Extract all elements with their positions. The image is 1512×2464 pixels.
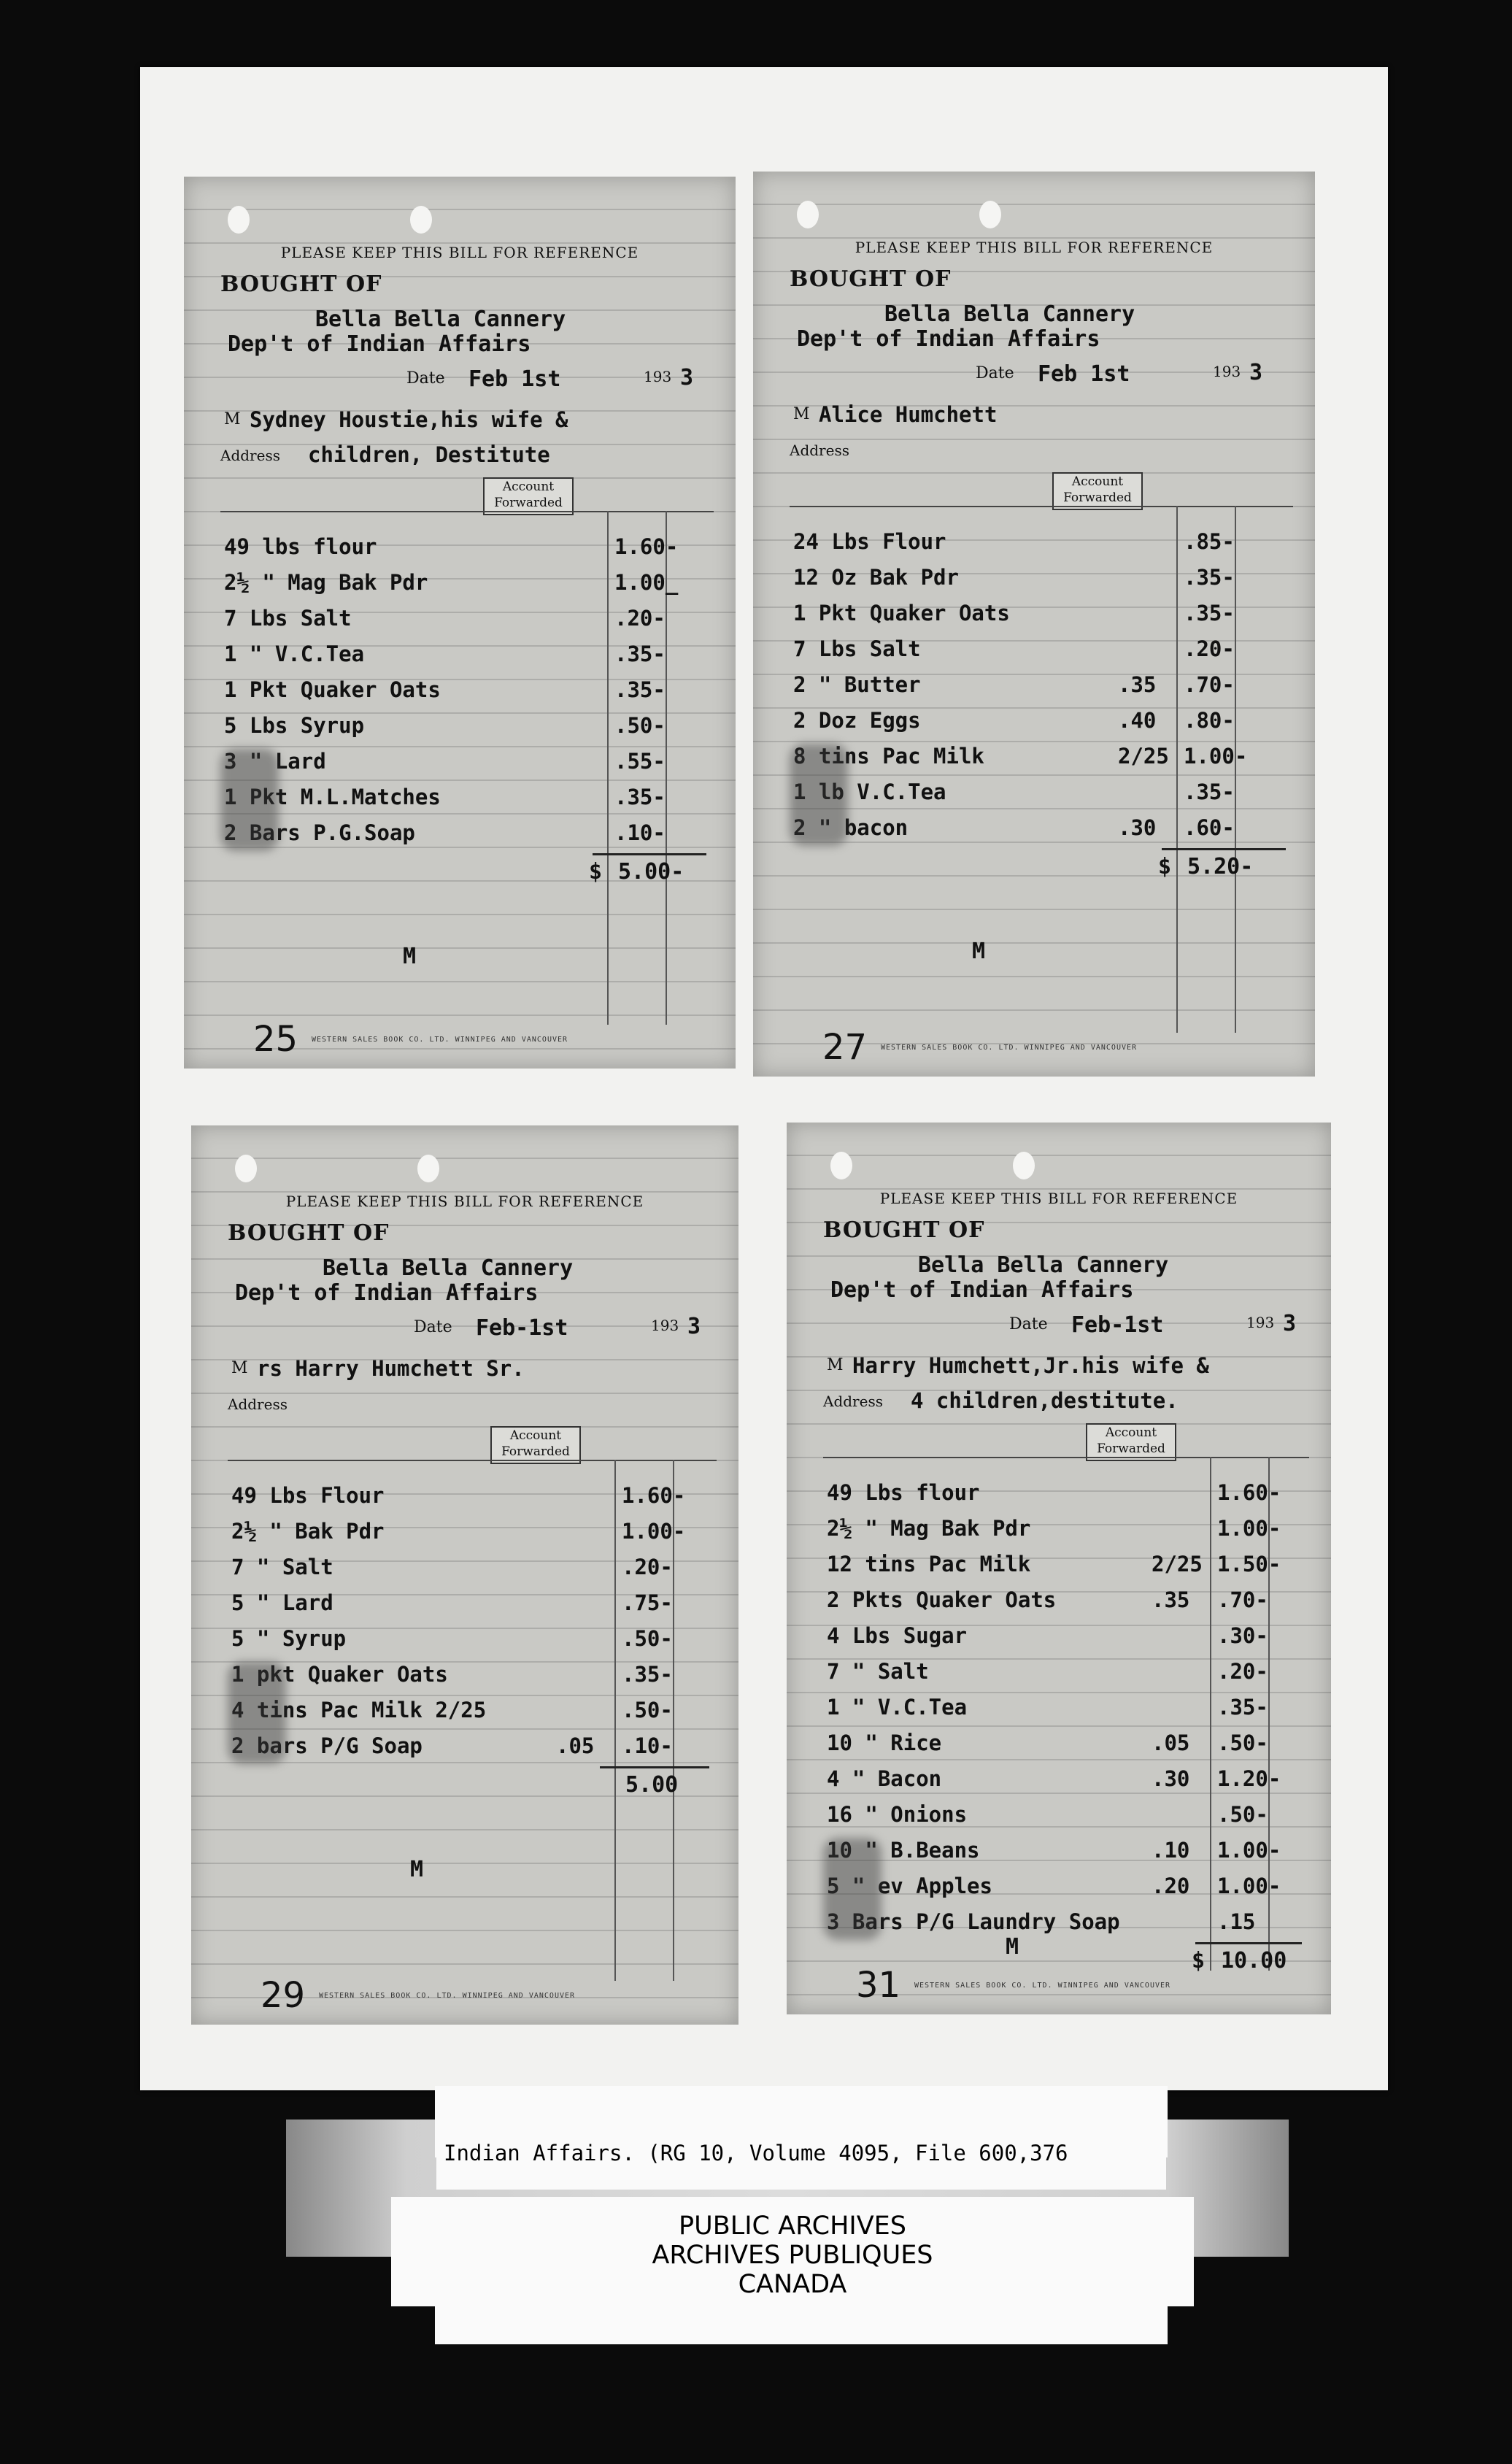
item-amount: .35- (1217, 1695, 1268, 1720)
item-description: 1 Pkt Quaker Oats (793, 601, 1010, 625)
printer-imprint: WESTERN SALES BOOK CO. LTD. WINNIPEG AND VANCOUVER (914, 1982, 1171, 1990)
keep-bill-header: PLEASE KEEP THIS BILL FOR REFERENCE (280, 244, 639, 261)
item-amount: .55- (614, 749, 666, 774)
item-description: 49 Lbs flour (827, 1480, 980, 1505)
address-label: Address (220, 447, 280, 464)
item-description: 2½ " Mag Bak Pdr (224, 570, 428, 595)
item-amount: 1.00- (622, 1519, 686, 1544)
line-item (753, 708, 1315, 744)
total-rule (1162, 848, 1286, 850)
item-amount: .70- (1184, 672, 1235, 697)
customer-label: M (224, 410, 241, 428)
line-item (191, 1590, 738, 1626)
item-amount: .50- (614, 713, 666, 738)
account-forwarded-box: Account Forwarded (1086, 1423, 1176, 1461)
item-amount: .35- (1184, 779, 1235, 804)
archives-line-1: PUBLIC ARCHIVES (679, 2211, 906, 2241)
item-amount: 1.00- (1184, 744, 1248, 769)
m-mark: M (972, 939, 986, 964)
total-currency-symbol: $ (1158, 854, 1172, 879)
item-description: 2 Doz Eggs (793, 708, 921, 733)
item-amount: .15 (1217, 1909, 1256, 1934)
item-unit-price: .30 (1152, 1766, 1190, 1791)
item-description: 1 pkt Quaker Oats (231, 1662, 448, 1687)
address-label: Address (823, 1393, 883, 1410)
total-amount: 10.00 (1221, 1948, 1287, 1974)
receipt-number: 25 (253, 1019, 298, 1060)
bought-of-label: BOUGHT OF (220, 272, 382, 297)
item-amount: 1.00- (1217, 1516, 1281, 1541)
line-item (787, 1659, 1331, 1695)
line-item (787, 1802, 1331, 1838)
item-unit-price: .35 (1118, 672, 1157, 697)
item-amount: .85- (1184, 529, 1235, 554)
item-description: 12 tins Pac Milk (827, 1552, 1031, 1576)
item-amount: 1.20- (1217, 1766, 1281, 1791)
line-item (191, 1519, 738, 1555)
year-digit: 3 (687, 1314, 701, 1339)
punch-hole (797, 201, 819, 228)
line-item (787, 1695, 1331, 1730)
item-amount: .35- (614, 677, 666, 702)
header-rule (823, 1457, 1309, 1458)
printer-imprint: WESTERN SALES BOOK CO. LTD. WINNIPEG AND VANCOUVER (881, 1044, 1138, 1052)
item-description: 2½ " Mag Bak Pdr (827, 1516, 1031, 1541)
line-item (184, 713, 736, 749)
item-description: 24 Lbs Flour (793, 529, 946, 554)
item-description: 2 Bars P.G.Soap (224, 820, 415, 845)
bought-of-label: BOUGHT OF (823, 1217, 985, 1243)
line-item (184, 642, 736, 677)
item-amount: .35- (614, 785, 666, 809)
item-amount: .10- (622, 1733, 673, 1758)
receipt-31 (787, 1123, 1331, 2014)
item-amount: .35- (1184, 601, 1235, 625)
line-item (787, 1730, 1331, 1766)
receipt-number: 29 (261, 1975, 306, 2016)
line-item (184, 534, 736, 570)
item-amount: 1.60- (614, 534, 679, 559)
date-label: Date (406, 369, 445, 388)
item-description: 7 Lbs Salt (224, 606, 352, 631)
customer-name: Alice Humchett (819, 402, 998, 427)
item-description: 2 " bacon (793, 815, 909, 840)
m-mark: M (1006, 1934, 1019, 1960)
item-amount: 1.60- (1217, 1480, 1281, 1505)
total-amount: 5.00- (618, 859, 684, 885)
printer-imprint: WESTERN SALES BOOK CO. LTD. WINNIPEG AND VANCOUVER (312, 1036, 568, 1044)
header-rule (228, 1460, 717, 1461)
date-label: Date (414, 1318, 452, 1336)
item-description: 10 " B.Beans (827, 1838, 980, 1863)
line-item (191, 1626, 738, 1662)
line-item (787, 1516, 1331, 1552)
punch-hole (235, 1155, 257, 1182)
ink-smudge (790, 744, 848, 846)
line-item (787, 1480, 1331, 1516)
customer-label: M (827, 1356, 844, 1374)
item-description: 5 " Lard (231, 1590, 333, 1615)
vendor-name: Bella Bella Cannery (323, 1255, 574, 1281)
customer-name: Sydney Houstie,his wife & (250, 407, 568, 432)
vendor-name: Bella Bella Cannery (884, 301, 1135, 327)
item-amount: .75- (622, 1590, 673, 1615)
line-item (191, 1555, 738, 1590)
year-digit: 3 (1283, 1311, 1297, 1336)
archival-citation: Indian Affairs. (RG 10, Volume 4095, File 600,376 (436, 2117, 1166, 2190)
line-item (787, 1587, 1331, 1623)
item-description: 49 Lbs Flour (231, 1483, 385, 1508)
item-amount: 1.00- (1217, 1838, 1281, 1863)
punch-hole (417, 1155, 439, 1182)
item-amount: .20- (1217, 1659, 1268, 1684)
item-description: 5 Lbs Syrup (224, 713, 365, 738)
item-description: 2 Pkts Quaker Oats (827, 1587, 1057, 1612)
customer-name: Harry Humchett,Jr.his wife & (852, 1353, 1209, 1378)
item-description: 3 Bars P/G Laundry Soap (827, 1909, 1120, 1934)
item-unit-price: .20 (1152, 1874, 1190, 1898)
printer-imprint: WESTERN SALES BOOK CO. LTD. WINNIPEG AND VANCOUVER (319, 1992, 576, 2000)
punch-hole (830, 1152, 852, 1179)
item-description: 2 bars P/G Soap (231, 1733, 423, 1758)
item-description: 1 " V.C.Tea (827, 1695, 968, 1720)
item-description: 1 " V.C.Tea (224, 642, 365, 666)
item-description: 3 " Lard (224, 749, 326, 774)
line-item (753, 672, 1315, 708)
address-label: Address (228, 1395, 288, 1413)
receipt-27 (753, 172, 1315, 1077)
date-label: Date (1009, 1315, 1048, 1333)
item-description: 5 " ev Apples (827, 1874, 992, 1898)
header-rule (790, 506, 1293, 507)
item-description: 4 tins Pac Milk 2/25 (231, 1698, 487, 1722)
line-item (184, 606, 736, 642)
keep-bill-header: PLEASE KEEP THIS BILL FOR REFERENCE (285, 1193, 644, 1210)
item-description: 12 Oz Bak Pdr (793, 565, 959, 590)
keep-bill-header: PLEASE KEEP THIS BILL FOR REFERENCE (879, 1190, 1238, 1207)
date-value: Feb-1st (476, 1315, 568, 1341)
item-amount: .20- (622, 1555, 673, 1579)
customer-name: rs Harry Humchett Sr. (257, 1356, 525, 1381)
item-amount: .50- (622, 1698, 673, 1722)
customer-label: M (793, 405, 810, 423)
year-label: 193 (1213, 363, 1241, 380)
date-value: Feb 1st (1038, 361, 1130, 387)
year-digit: 3 (1249, 360, 1263, 385)
item-amount: 1.50- (1217, 1552, 1281, 1576)
item-description: 1 lb V.C.Tea (793, 779, 946, 804)
address-value: children, Destitute (308, 442, 550, 467)
vendor-name: Bella Bella Cannery (315, 307, 566, 332)
total-rule (1195, 1942, 1302, 1944)
vendor-name: Bella Bella Cannery (918, 1252, 1169, 1278)
item-description: 7 Lbs Salt (793, 636, 921, 661)
keep-bill-header: PLEASE KEEP THIS BILL FOR REFERENCE (855, 239, 1214, 256)
item-amount: .50- (1217, 1730, 1268, 1755)
item-amount: .80- (1184, 708, 1235, 733)
item-description: 16 " Onions (827, 1802, 968, 1827)
item-unit-price: .30 (1118, 815, 1157, 840)
receipt-29 (191, 1125, 738, 2025)
archives-stamp (391, 2197, 1194, 2306)
item-description: 49 lbs flour (224, 534, 377, 559)
total-rule (593, 853, 706, 855)
date-value: Feb 1st (468, 366, 561, 392)
item-unit-price: .40 (1118, 708, 1157, 733)
item-description: 1 Pkt Quaker Oats (224, 677, 441, 702)
item-description: 4 Lbs Sugar (827, 1623, 968, 1648)
line-item (787, 1552, 1331, 1587)
header-rule (220, 511, 714, 512)
archives-line-3: CANADA (738, 2270, 847, 2299)
account-forwarded-box: Account Forwarded (490, 1426, 581, 1464)
item-description: 10 " Rice (827, 1730, 942, 1755)
m-mark: M (403, 944, 417, 969)
customer-label: M (231, 1359, 248, 1377)
item-amount: .70- (1217, 1587, 1268, 1612)
m-mark: M (410, 1857, 424, 1882)
item-amount: .60- (1184, 815, 1235, 840)
item-amount: .35- (1184, 565, 1235, 590)
item-amount: 1.00- (1217, 1874, 1281, 1898)
ink-smudge (228, 1662, 286, 1764)
item-unit-price: .35 (1152, 1587, 1190, 1612)
address-label: Address (790, 442, 849, 459)
punch-hole (410, 206, 432, 234)
line-item (753, 601, 1315, 636)
item-amount: 1.00_ (614, 570, 679, 595)
item-amount: .35- (614, 642, 666, 666)
line-item (753, 565, 1315, 601)
account-forwarded-box: Account Forwarded (1052, 472, 1143, 510)
year-digit: 3 (680, 365, 694, 390)
receipt-number: 27 (822, 1027, 868, 1068)
vendor-department: Dep't of Indian Affairs (830, 1277, 1134, 1303)
archives-line-2: ARCHIVES PUBLIQUES (652, 2241, 933, 2270)
item-description: 2 " Butter (793, 672, 921, 697)
line-item (184, 570, 736, 606)
item-amount: .20- (614, 606, 666, 631)
line-item (184, 677, 736, 713)
total-amount: 5.20- (1187, 854, 1254, 879)
item-unit-price: 2/25 (1152, 1552, 1203, 1576)
date-label: Date (976, 364, 1014, 382)
total-currency-symbol: $ (1192, 1948, 1206, 1974)
vendor-department: Dep't of Indian Affairs (228, 331, 531, 357)
item-description: 5 " Syrup (231, 1626, 347, 1651)
total-currency-symbol: $ (589, 859, 603, 885)
account-forwarded-box: Account Forwarded (483, 477, 574, 515)
item-description: 2½ " Bak Pdr (231, 1519, 385, 1544)
bought-of-label: BOUGHT OF (790, 266, 952, 292)
line-item (787, 1766, 1331, 1802)
receipt-25 (184, 177, 736, 1069)
ink-smudge (220, 749, 279, 851)
punch-hole (228, 206, 250, 234)
item-amount: .20- (1184, 636, 1235, 661)
item-description: 7 " Salt (231, 1555, 333, 1579)
item-amount: 1.60- (622, 1483, 686, 1508)
punch-hole (1013, 1152, 1035, 1179)
total-amount: 5.00 (625, 1772, 679, 1798)
year-label: 193 (644, 368, 672, 385)
vendor-department: Dep't of Indian Affairs (797, 326, 1100, 352)
item-description: 1 Pkt M.L.Matches (224, 785, 441, 809)
item-amount: .35- (622, 1662, 673, 1687)
line-item (191, 1483, 738, 1519)
line-item (787, 1623, 1331, 1659)
item-description: 7 " Salt (827, 1659, 929, 1684)
receipt-number: 31 (856, 1965, 901, 2006)
year-label: 193 (1246, 1314, 1275, 1331)
line-item (753, 636, 1315, 672)
line-item (753, 529, 1315, 565)
item-amount: .50- (622, 1626, 673, 1651)
item-amount: .10- (614, 820, 666, 845)
item-unit-price: .05 (1152, 1730, 1190, 1755)
item-amount: .30- (1217, 1623, 1268, 1648)
item-amount: .50- (1217, 1802, 1268, 1827)
year-label: 193 (651, 1317, 679, 1334)
bought-of-label: BOUGHT OF (228, 1220, 390, 1246)
total-rule (600, 1766, 709, 1768)
item-unit-price: .10 (1152, 1838, 1190, 1863)
date-value: Feb-1st (1071, 1312, 1164, 1338)
item-unit-price: .05 (556, 1733, 595, 1758)
vendor-department: Dep't of Indian Affairs (235, 1280, 539, 1306)
punch-hole (979, 201, 1001, 228)
item-description: 4 " Bacon (827, 1766, 942, 1791)
address-value: 4 children,destitute. (911, 1388, 1179, 1413)
ink-smudge (823, 1838, 882, 1940)
item-description: 8 tins Pac Milk (793, 744, 984, 769)
item-unit-price: 2/25 (1118, 744, 1169, 769)
